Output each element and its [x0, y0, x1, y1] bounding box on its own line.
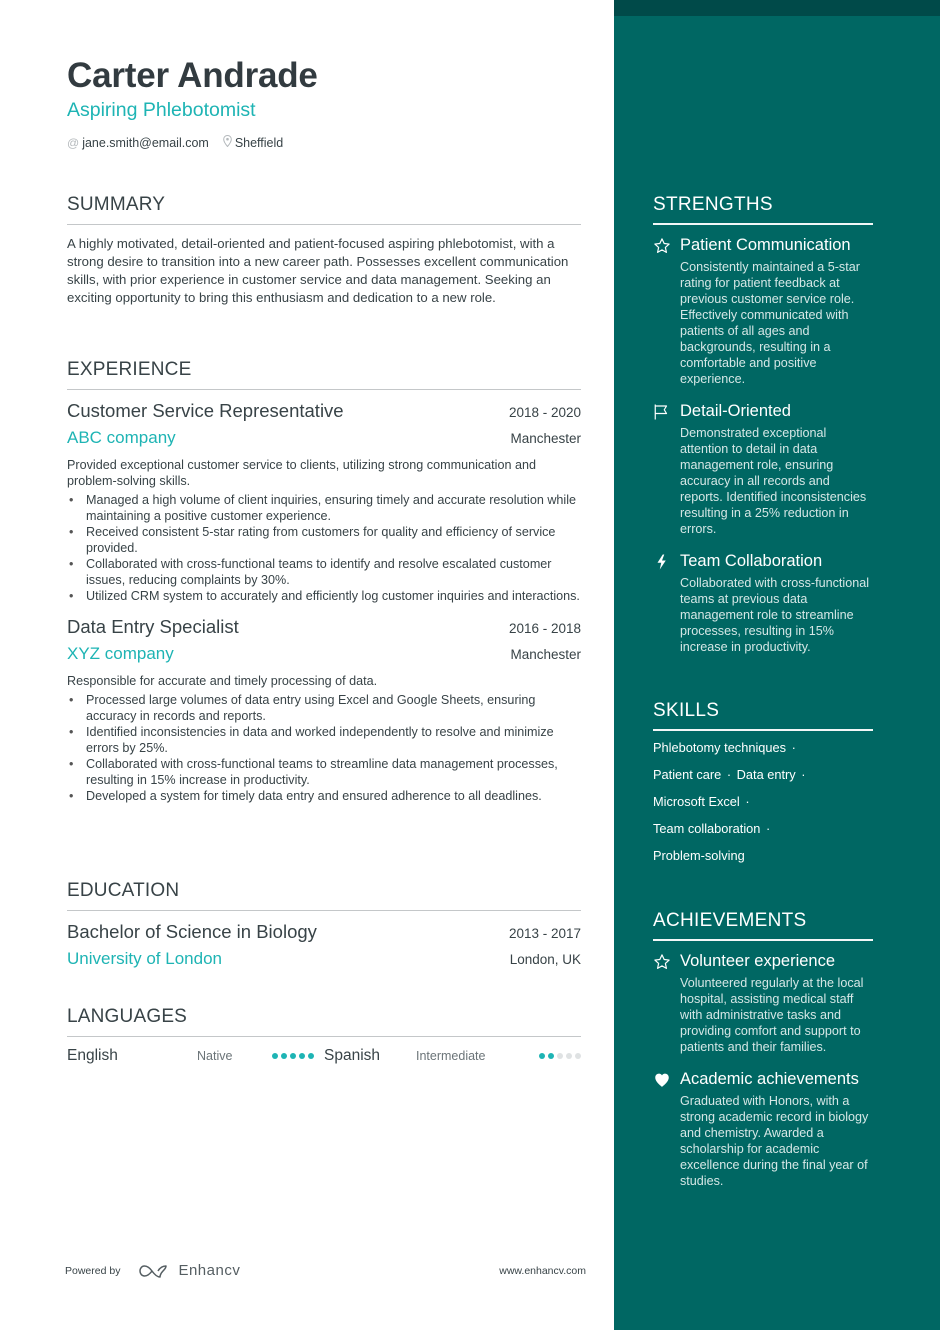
enhancv-logo[interactable] [138, 1262, 240, 1279]
strength-item [653, 401, 873, 537]
education-section [67, 880, 581, 969]
bullet-item: • Developed a system for timely data entry and ensured adherence to all deadlines. [67, 788, 581, 804]
skill-item: Problem-solving [653, 848, 745, 863]
strength-description: Consistently maintained a 5-star rating for patient feedback at previous customer service role. Effectively communicated with patients of all ages and backgrounds, resulting in a comfortable and positive experience. [680, 260, 860, 386]
email-contact[interactable] [67, 136, 209, 150]
divider [67, 910, 581, 911]
candidate-title: Aspiring Phlebotomist [67, 99, 256, 121]
skills-line [653, 821, 873, 837]
divider [653, 939, 873, 941]
achievement-description: Volunteered regularly at the local hospital, assisting medical staff with administrative tasks and providing comfort and support to patients and their families. [680, 976, 864, 1054]
job-entry [67, 400, 581, 604]
section-heading: ACHIEVEMENTS [653, 910, 807, 931]
skill-separator: · [797, 767, 806, 782]
job-dates: 2018 - 2020 [508, 405, 581, 420]
skill-item: Patient care [653, 767, 722, 782]
at-icon: @ [67, 135, 80, 150]
language-name: Spanish [324, 1047, 381, 1064]
skill-separator: · [788, 740, 796, 755]
company-name: ABC company [67, 428, 176, 447]
degree-title: Bachelor of Science in Biology [67, 921, 317, 942]
bullet-item: • Processed large volumes of data entry using Excel and Google Sheets, ensuring accuracy in records and reports. [67, 692, 581, 724]
location-contact [223, 135, 283, 150]
section-heading: STRENGTHS [653, 194, 773, 215]
enhancv-logo-icon [138, 1263, 170, 1279]
achievement-item [653, 951, 873, 1055]
languages-row [67, 1047, 581, 1065]
language-level: Intermediate [416, 1049, 486, 1063]
job-description: Provided exceptional customer service to clients, utilizing strong communication and problem-solving skills. [67, 458, 536, 488]
map-pin-icon [223, 135, 232, 150]
experience-section [67, 359, 581, 804]
flag-icon [653, 403, 671, 421]
divider [653, 223, 873, 225]
skills-line [653, 767, 873, 783]
website-link[interactable]: www.enhancv.com [499, 1264, 586, 1277]
section-heading: SKILLS [653, 700, 720, 721]
star-outline-icon [653, 237, 671, 255]
achievement-item [653, 1069, 873, 1189]
language-rating [272, 1053, 314, 1059]
bullet-item: • Managed a high volume of client inquiries, ensuring timely and accurate resolution while maintaining a positive customer experience. [67, 492, 581, 524]
enhancv-brand: Enhancv [178, 1262, 241, 1279]
bullet-item: • Collaborated with cross-functional teams to streamline data management processes, resulting in 15% increase in productivity. [67, 756, 581, 788]
strength-title: Patient Communication [680, 236, 851, 254]
achievements-section [653, 910, 873, 1189]
contact-info [67, 135, 297, 150]
summary-text: A highly motivated, detail-oriented and patient-focused aspiring phlebotomist, with a strong desire to transition into a new career path. Possesses excellent communication skills, with prior experience in customer service and data management. Seeking an exciting opportunity to bring this enthusiasm and dedication to a new role. [67, 236, 569, 305]
powered-by-label: Powered by [65, 1264, 121, 1277]
job-location: Manchester [510, 647, 581, 662]
education-dates: 2013 - 2017 [508, 926, 581, 941]
rating-dot-empty [566, 1053, 572, 1059]
skills-section [653, 700, 873, 875]
school-location: London, UK [509, 952, 581, 967]
section-heading: EXPERIENCE [67, 359, 192, 380]
summary-section [67, 194, 581, 307]
divider [67, 389, 581, 390]
job-dates: 2016 - 2018 [508, 621, 581, 636]
rating-dot-filled [548, 1053, 554, 1059]
skills-line [653, 848, 873, 864]
lightning-bolt-icon [653, 553, 671, 571]
achievement-title: Volunteer experience [680, 952, 836, 970]
language-name: English [67, 1047, 118, 1064]
education-entry [67, 921, 581, 969]
language-item [324, 1047, 581, 1065]
divider [67, 1036, 581, 1037]
rating-dot-filled [281, 1053, 287, 1059]
skill-separator: · [723, 767, 735, 782]
strength-description: Collaborated with cross-functional teams at previous data management role to streamline processes, resulting in 15% increase in productivity. [680, 576, 869, 654]
divider [653, 729, 873, 731]
rating-dot-filled [272, 1053, 278, 1059]
skill-item: Phlebotomy techniques [653, 740, 787, 755]
rating-dot-empty [557, 1053, 563, 1059]
language-level: Native [197, 1049, 233, 1063]
candidate-name: Carter Andrade [67, 56, 318, 95]
rating-dot-filled [299, 1053, 305, 1059]
star-outline-icon [653, 953, 671, 971]
skill-separator: · [741, 794, 750, 809]
strength-title: Detail-Oriented [680, 402, 791, 420]
bullet-item: • Collaborated with cross-functional teams to identify and resolve escalated customer issues, reducing complaints by 30%. [67, 556, 581, 588]
strength-description: Demonstrated exceptional attention to detail in data management role, ensuring accuracy in all records and reports. Identified inconsistencies resulting in a 25% reduction in errors. [680, 426, 867, 536]
skills-line [653, 740, 873, 756]
email-text: jane.smith@email.com [82, 135, 209, 150]
strength-item [653, 235, 873, 387]
company-name: XYZ company [67, 644, 174, 663]
section-heading: SUMMARY [67, 194, 166, 215]
rating-dot-filled [290, 1053, 296, 1059]
bullet-item: • Received consistent 5-star rating from customers for quality and efficiency of service provided. [67, 524, 581, 556]
sidebar-top-strip [614, 0, 940, 16]
language-item [67, 1047, 324, 1065]
school-name: University of London [67, 949, 222, 968]
sidebar [614, 0, 940, 1330]
heart-icon [653, 1071, 671, 1089]
language-rating [539, 1053, 581, 1059]
strength-title: Team Collaboration [680, 552, 823, 570]
strengths-section [653, 194, 873, 655]
job-location: Manchester [510, 431, 581, 446]
divider [67, 224, 581, 225]
skill-separator: · [762, 821, 771, 836]
skill-item: Data entry [736, 767, 796, 782]
rating-dot-filled [308, 1053, 314, 1059]
section-heading: EDUCATION [67, 880, 180, 901]
rating-dot-filled [539, 1053, 545, 1059]
skill-item: Microsoft Excel [653, 794, 740, 809]
skill-item: Team collaboration [653, 821, 761, 836]
location-text: Sheffield [234, 135, 284, 150]
languages-section [67, 1006, 581, 1065]
achievement-description: Graduated with Honors, with a strong academic record in biology and chemistry. Awarded a scholarship for academic excellence during the final year of studies. [680, 1094, 869, 1188]
bullet-item: • Identified inconsistencies in data and worked independently to resolve and minimize errors by 25%. [67, 724, 581, 756]
job-bullets [67, 692, 581, 804]
strength-item [653, 551, 873, 655]
skills-list [653, 740, 873, 864]
rating-dot-empty [575, 1053, 581, 1059]
job-entry [67, 616, 581, 804]
section-heading: LANGUAGES [67, 1006, 188, 1027]
job-title: Data Entry Specialist [67, 616, 239, 637]
job-description: Responsible for accurate and timely processing of data. [67, 674, 378, 688]
bullet-item: • Utilized CRM system to accurately and efficiently log customer inquiries and interactions. [67, 588, 581, 604]
footer [65, 1262, 586, 1279]
skills-line [653, 794, 873, 810]
achievement-title: Academic achievements [680, 1070, 859, 1088]
job-bullets [67, 492, 581, 604]
job-title: Customer Service Representative [67, 400, 344, 421]
